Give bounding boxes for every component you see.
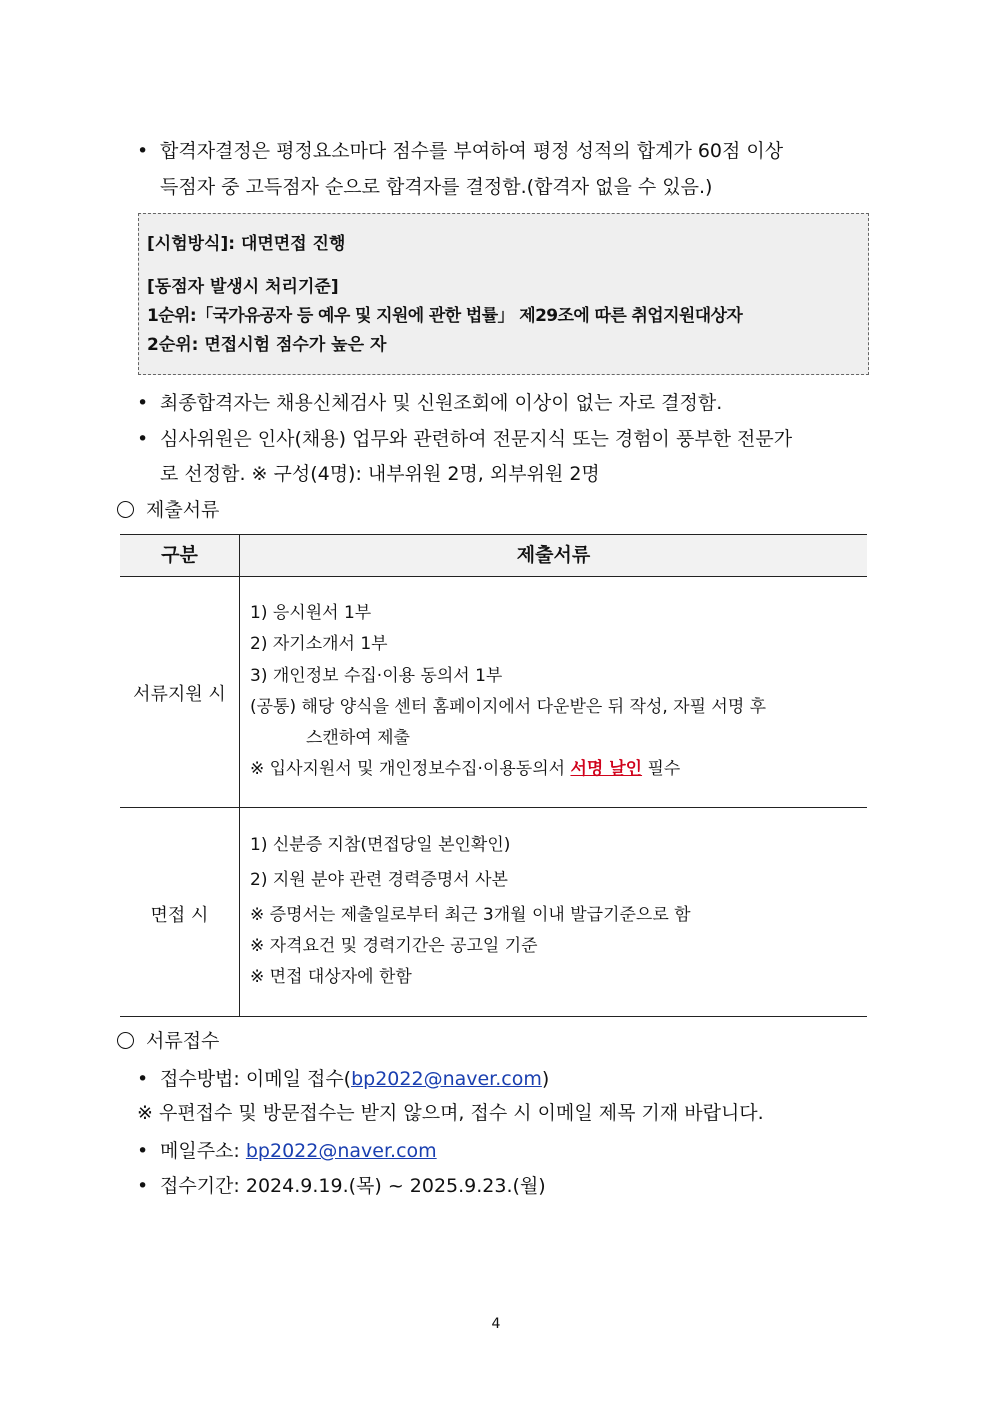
header-documents: 제출서류 bbox=[516, 544, 591, 566]
list-item: 3) 개인정보 수집·이용 동의서 1부 bbox=[250, 666, 503, 686]
email-label: 메일주소: bbox=[160, 1140, 240, 1162]
list-item: ※ 면접 대상자에 한함 bbox=[250, 967, 412, 987]
table-border-row bbox=[120, 807, 867, 808]
reception-method bbox=[160, 1066, 549, 1092]
signature-note-suffix: 필수 bbox=[647, 759, 681, 779]
row-label-interview: 면접 시 bbox=[150, 905, 209, 926]
header-category: 구분 bbox=[161, 544, 198, 566]
list-item: 2) 자기소개서 1부 bbox=[250, 634, 388, 654]
exam-info-box bbox=[138, 213, 869, 375]
circle-icon bbox=[117, 501, 134, 518]
period-label: 접수기간: bbox=[160, 1175, 240, 1197]
table-border-top bbox=[120, 534, 867, 535]
bullet-icon: • bbox=[137, 140, 149, 162]
table-border-header bbox=[120, 576, 867, 577]
circle-icon bbox=[117, 1032, 134, 1049]
email-address-line bbox=[160, 1138, 437, 1164]
period-value: 2024.9.19.(목) ~ 2025.9.23.(월) bbox=[245, 1175, 546, 1197]
list-item: (공통) 해당 양식을 센터 홈페이지에서 다운받은 뒤 작성, 자필 서명 후 bbox=[250, 697, 767, 717]
reception-method-label: 접수방법: 이메일 접수( bbox=[160, 1068, 352, 1090]
bullet-icon: • bbox=[137, 428, 149, 450]
reception-method-email-link[interactable]: bp2022@naver.com bbox=[351, 1068, 542, 1090]
signature-note-emphasis: 서명 날인 bbox=[570, 759, 643, 779]
bullet-icon: • bbox=[137, 392, 149, 414]
reception-period-line bbox=[160, 1173, 546, 1199]
list-item: ※ 자격요건 및 경력기간은 공고일 기준 bbox=[250, 936, 538, 956]
reception-section-title: 서류접수 bbox=[146, 1030, 220, 1052]
signature-note bbox=[250, 757, 680, 781]
signature-note-prefix: ※ 입사지원서 및 개인정보수집·이용동의서 bbox=[250, 759, 566, 779]
page-number: 4 bbox=[491, 1316, 501, 1332]
bullet-icon: • bbox=[137, 1175, 149, 1197]
bullet-icon: • bbox=[137, 1140, 149, 1162]
list-item: 2) 지원 분야 관련 경력증명서 사본 bbox=[250, 870, 508, 890]
list-item: 1) 신분증 지참(면접당일 본인확인) bbox=[250, 835, 511, 855]
bullet-icon: • bbox=[137, 1068, 149, 1090]
list-item: 1) 응시원서 1부 bbox=[250, 603, 372, 623]
judges-line2: 로 선정함. ※ 구성(4명): 내부위원 2명, 외부위원 2명 bbox=[160, 463, 600, 485]
tie-rule-rank1: 1순위:「국가유공자 등 예우 및 지원에 관한 법률」 제29조에 따른 취업지원대상자 bbox=[147, 306, 743, 326]
reception-section-heading bbox=[117, 1028, 219, 1054]
judges-line1: 심사위원은 인사(채용) 업무와 관련하여 전문지식 또는 경험이 풍부한 전문가 bbox=[160, 428, 793, 450]
reception-notice: ※ 우편접수 및 방문접수는 받지 않으며, 접수 시 이메일 제목 기재 바랍니다. bbox=[137, 1102, 764, 1124]
reception-method-suffix: ) bbox=[541, 1068, 550, 1090]
documents-section-heading bbox=[117, 497, 219, 523]
email-link[interactable]: bp2022@naver.com bbox=[245, 1140, 437, 1162]
pass-decision-line2: 득점자 중 고득점자 순으로 합격자를 결정함.(합격자 없을 수 있음.) bbox=[160, 176, 713, 198]
list-item: ※ 증명서는 제출일로부터 최근 3개월 이내 발급기준으로 함 bbox=[250, 905, 691, 925]
row-label-document-application: 서류지원 시 bbox=[133, 684, 226, 705]
tie-rule-title: [동점자 발생시 처리기준] bbox=[147, 277, 339, 297]
documents-section-title: 제출서류 bbox=[146, 499, 220, 521]
table-column-divider bbox=[239, 534, 240, 1017]
final-pass-line: 최종합격자는 채용신체검사 및 신원조회에 이상이 없는 자로 결정함. bbox=[160, 392, 723, 414]
exam-method: [시험방식]: 대면면접 진행 bbox=[147, 234, 346, 254]
documents-table bbox=[120, 534, 867, 1017]
table-border-bottom bbox=[120, 1016, 867, 1017]
list-item: 스캔하여 제출 bbox=[306, 728, 410, 748]
pass-decision-line1: 합격자결정은 평정요소마다 점수를 부여하여 평정 성적의 합계가 60점 이상 bbox=[160, 140, 784, 162]
tie-rule-rank2: 2순위: 면접시험 점수가 높은 자 bbox=[147, 335, 387, 355]
